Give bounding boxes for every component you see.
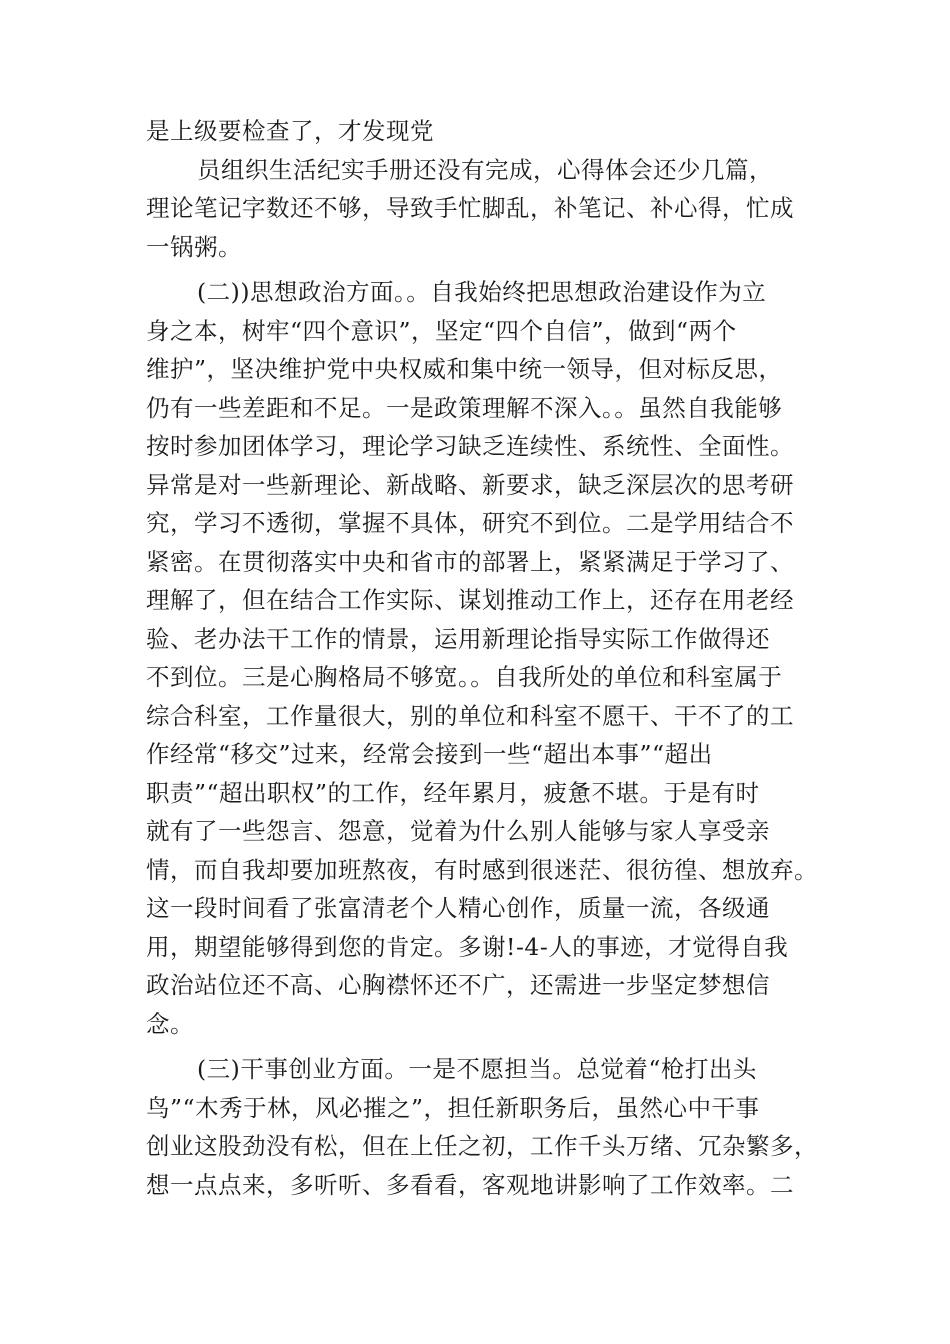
paragraph-gap [146, 266, 808, 273]
text-line: 不到位。三是心胸格局不够宽。。自我所处的单位和科室属于 [146, 663, 783, 691]
paragraph-1 [146, 112, 808, 151]
text-line: 按时参加团体学习，理论学习缺乏连续性、系统性、全面性。 [146, 432, 794, 460]
text-line: 身之本，树牢“四个意识”，坚定“四个自信”，做到“两个 [146, 316, 737, 345]
text-line: (三)干事创业方面。一是不愿担当。总觉着“枪打出头 [197, 1055, 757, 1083]
text-line: 政治站位还不高、心胸襟怀还不广，还需进一步坚定梦想信 [146, 971, 770, 999]
text-line: 是上级要检查了，才发现党 [146, 117, 434, 145]
text-line: 鸟”“木秀于林，风必摧之”，担任新职务后，虽然心中干事 [146, 1093, 760, 1122]
text-line: 职责”“超出职权”的工作，经年累月，疲惫不堪。于是有时 [146, 778, 760, 807]
text-line: 用，期望能够得到您的肯定。多谢!-4-人的事迹，才觉得自我 [146, 932, 789, 961]
text-line: (二))思想政治方面。。自我始终把思想政治建设作为立 [197, 278, 767, 306]
paragraph-gap [146, 1043, 808, 1050]
text-line: 想一点点来，多听听、多看看，客观地讲影响了工作效率。二 [146, 1170, 794, 1199]
text-line: 综合科室，工作量很大，别的单位和科室不愿干、干不了的工 [146, 701, 794, 730]
text-line: 紧密。在贯彻落实中央和省市的部署上，紧紧满足于学习了、 [146, 547, 794, 576]
paragraph-3 [146, 273, 818, 1043]
text-line: 这一段时间看了张富清老个人精心创作，质量一流，各级通 [146, 894, 770, 922]
text-line: 理解了，但在结合工作实际、谋划推动工作上，还存在用老经 [146, 586, 794, 614]
text-line: 一锅粥。 [146, 232, 242, 261]
text-line: 究，学习不透彻，掌握不具体，研究不到位。二是学用结合不 [146, 509, 794, 537]
text-line: 情，而自我却要加班熬夜，有时感到很迷茫、很彷徨、想放弃。 [146, 855, 818, 884]
text-line: 理论笔记字数还不够，导致手忙脚乱，补笔记、补心得，忙成 [146, 194, 794, 222]
text-line: 念。 [146, 1009, 194, 1038]
paragraph-2 [146, 151, 808, 267]
paragraph-4 [146, 1050, 818, 1204]
text-line: 员组织生活纪实手册还没有完成，心得体会还少几篇， [197, 155, 773, 184]
text-line: 验、老办法干工作的情景，运用新理论指导实际工作做得还 [146, 624, 770, 653]
text-line: 维护”，坚决维护党中央权威和集中统一领导，但对标反思， [146, 355, 783, 383]
text-line: 创业这股劲没有松，但在上任之初，工作千头万绪、冗杂繁多， [146, 1132, 818, 1160]
text-line: 异常是对一些新理论、新战略、新要求，缺乏深层次的思考研 [146, 470, 794, 499]
document-body [146, 112, 818, 1204]
text-line: 仍有一些差距和不足。一是政策理解不深入。。虽然自我能够 [146, 393, 783, 422]
text-line: 就有了一些怨言、怨意，觉着为什么别人能够与家人享受亲 [146, 817, 770, 845]
text-line: 作经常“移交”过来，经常会接到一些“超出本事”“超出 [146, 740, 713, 768]
